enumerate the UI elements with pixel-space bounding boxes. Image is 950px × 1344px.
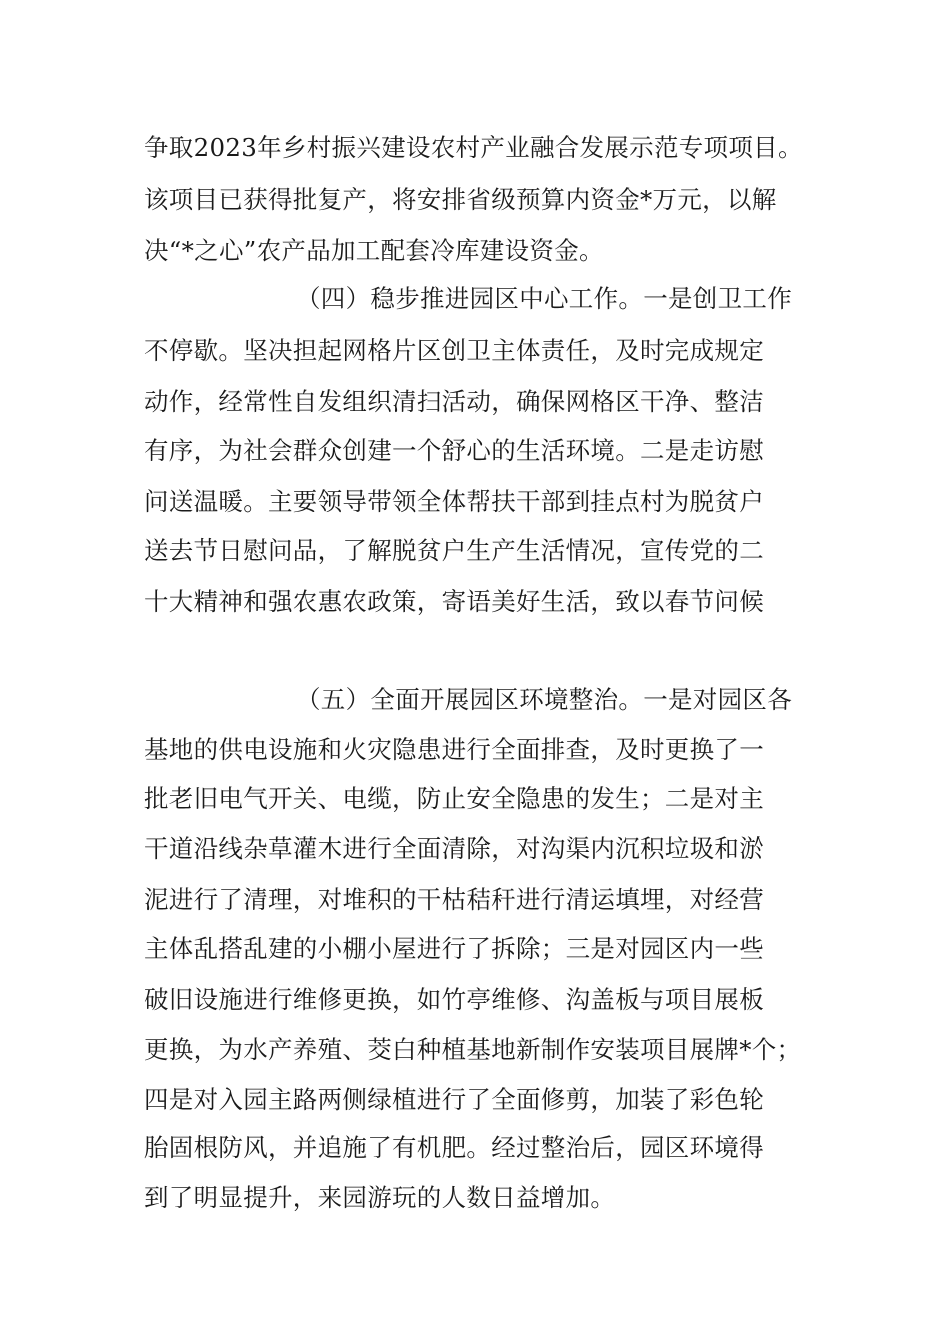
para3-line-8: 更换，为水产养殖、茭白种植基地新制作安装项目展牌*个；: [144, 1035, 802, 1064]
para1-line-1: 争取2023年乡村振兴建设农村产业融合发展示范专项项目。: [144, 133, 803, 162]
para3-line-2: 基地的供电设施和火灾隐患进行全面排查，及时更换了一: [144, 735, 764, 764]
para3-line-3: 批老旧电气开关、电缆，防止安全隐患的发生；二是对主: [144, 784, 764, 813]
para3-line-7: 破旧设施进行维修更换，如竹亭维修、沟盖板与项目展板: [144, 985, 764, 1014]
para3-line-10: 胎固根防风，并追施了有机肥。经过整治后，园区环境得: [144, 1133, 764, 1162]
para2-line-1: （四）稳步推进园区中心工作。一是创卫工作: [296, 284, 792, 313]
para3-line-5: 泥进行了清理，对堆积的干枯秸秆进行清运填埋，对经营: [144, 885, 764, 914]
para3-line-1: （五）全面开展园区环境整治。一是对园区各: [296, 685, 792, 714]
para2-line-4: 有序，为社会群众创建一个舒心的生活环境。二是走访慰: [144, 436, 764, 465]
para3-line-6: 主体乱搭乱建的小棚小屋进行了拆除；三是对园区内一些: [144, 934, 764, 963]
para1-line-2: 该项目已获得批复产，将安排省级预算内资金*万元，以解: [144, 185, 777, 214]
para2-line-7: 十大精神和强农惠农政策，寄语美好生活，致以春节问候: [144, 587, 764, 616]
para2-line-5: 问送温暖。主要领导带领全体帮扶干部到挂点村为脱贫户: [144, 487, 764, 516]
para2-line-6: 送去节日慰问品，了解脱贫户生产生活情况，宣传党的二: [144, 536, 764, 565]
para2-line-3: 动作，经常性自发组织清扫活动，确保网格区干净、整洁: [144, 387, 764, 416]
para3-line-11: 到了明显提升，来园游玩的人数日益增加。: [144, 1183, 616, 1212]
para3-line-9: 四是对入园主路两侧绿植进行了全面修剪，加装了彩色轮: [144, 1085, 764, 1114]
para2-line-2: 不停歇。坚决担起网格片区创卫主体责任，及时完成规定: [144, 336, 764, 365]
para1-line-3: 决“*之心”农产品加工配套冷库建设资金。: [144, 236, 604, 265]
para3-line-4: 干道沿线杂草灌木进行全面清除，对沟渠内沉积垃圾和淤: [144, 834, 764, 863]
